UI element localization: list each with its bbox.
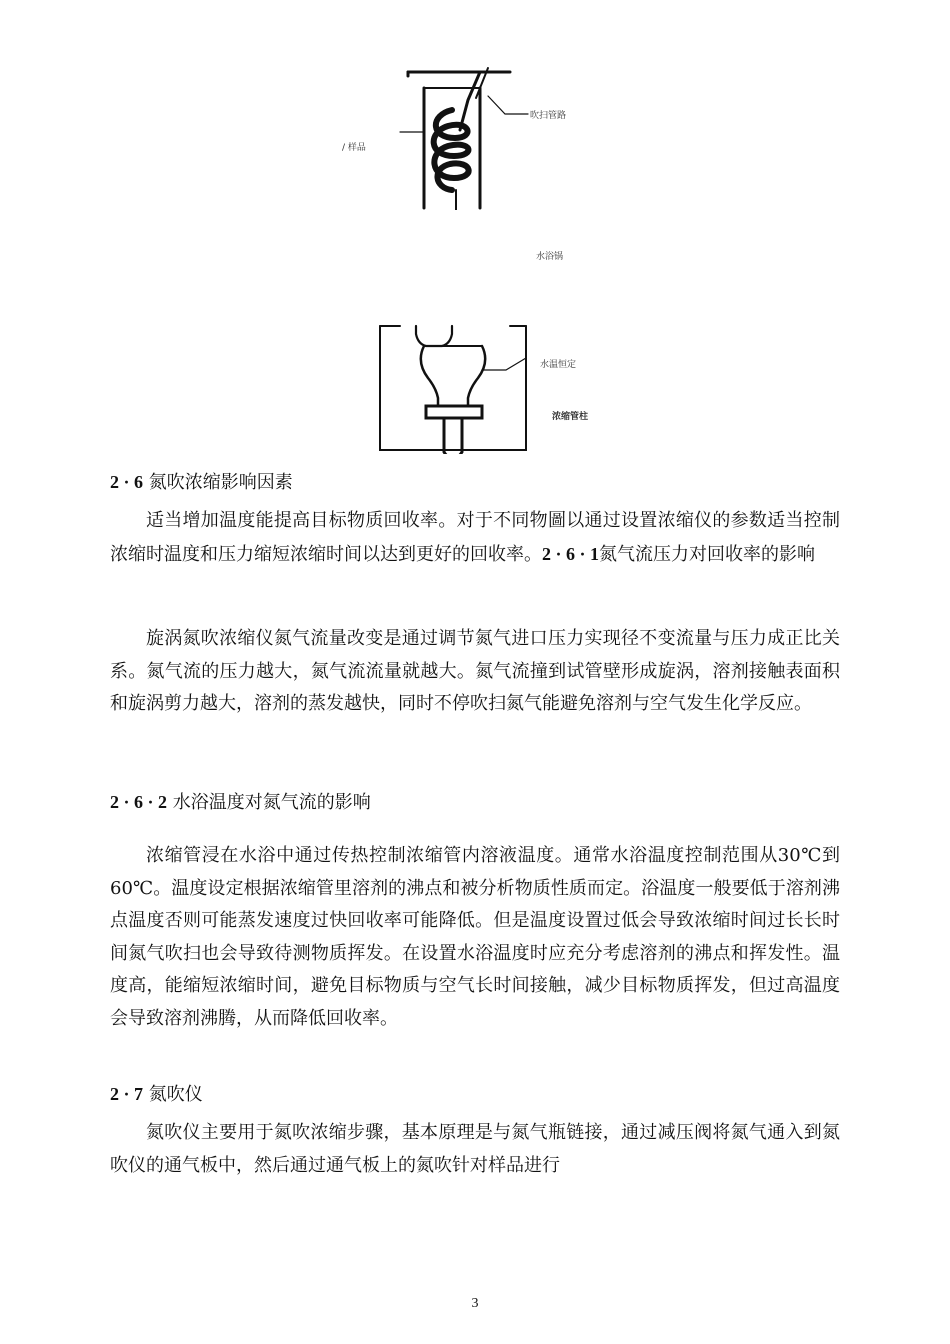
paragraph: 浓缩管浸在水浴中通过传热控制浓缩管内溶液温度。通常水浴温度控制范围从30℃到60℃。温度设定根据浓缩管里溶剂的沸点和被分析物质性质而定。浴温度一般要低于溶剂沸点温度否则可能蒸发速度过快回收率可能降低。但是温度设置过低会导致浓缩时间过长长时间氮气吹扫也会导致待测物质挥发。在设置水浴温度时应充分考虑溶剂的沸点和挥发性。温度高，能缩短浓缩时间，避免目标物质与空气长时间接触，减少目标物质挥发，但过高温度会导致溶剂沸腾，从而降低回收率。	[110, 845, 840, 1029]
section-heading	[110, 790, 371, 815]
paragraph-block	[110, 505, 840, 571]
figure-bottom-label-bottom: 浓缩管柱	[552, 412, 589, 422]
figure-bottom-label-top: 水温恒定	[540, 360, 577, 370]
subsection-title: 氮气流压力对回收率的影响	[599, 543, 816, 565]
figure-top-label-right: 吹扫管路	[530, 111, 567, 121]
paragraph: 旋涡氮吹浓缩仪氮气流量改变是通过调节氮气进口压力实现径不变流量与压力成正比关系。氮气流的压力越大，氮气流流量就越大。氮气流撞到试管壁形成旋涡，溶剂接触表面积和旋涡剪力越大，溶剂的蒸发越快，同时不停吹扫氮气能避免溶剂与空气发生化学反应。	[110, 628, 840, 714]
paragraph	[110, 505, 840, 571]
section-heading	[110, 1082, 203, 1107]
paragraph-block	[110, 840, 840, 1035]
paragraph-block	[110, 623, 840, 721]
figure-tube-apparatus	[378, 322, 528, 454]
coil-drawing	[400, 68, 528, 210]
section-title: 氮吹浓缩影响因素	[148, 472, 293, 493]
paragraph-text: 适当增加温度能提高目标物质回收率。对于不同物圖以通过设置浓缩仪的参数适当控制浓缩时温度和压力缩短浓缩时间以达到更好的回收率。	[110, 510, 840, 565]
section-number: 2 · 6	[110, 472, 144, 492]
figure-top-label-bottom: 水浴锅	[536, 252, 564, 262]
section-title: 水浴温度对氮气流的影响	[172, 792, 371, 813]
subsection-number: 2 · 6 · 1	[542, 543, 600, 564]
section-heading	[110, 470, 293, 495]
page-number: 3	[471, 1296, 479, 1311]
paragraph-block	[110, 1117, 840, 1182]
paragraph: 氮吹仪主要用于氮吹浓缩步骤，基本原理是与氮气瓶链接，通过减压阀将氮气通入到氮吹仪的通气板中，然后通过通气板上的氮吹针对样品进行	[110, 1122, 840, 1176]
section-number: 2 · 6 · 2	[110, 792, 168, 812]
tube-drawing	[380, 326, 526, 454]
section-number: 2 · 7	[110, 1084, 144, 1104]
figure-top-label-left: / 样品	[342, 143, 366, 153]
figure-coil-apparatus	[330, 60, 610, 210]
section-title: 氮吹仪	[148, 1084, 203, 1105]
